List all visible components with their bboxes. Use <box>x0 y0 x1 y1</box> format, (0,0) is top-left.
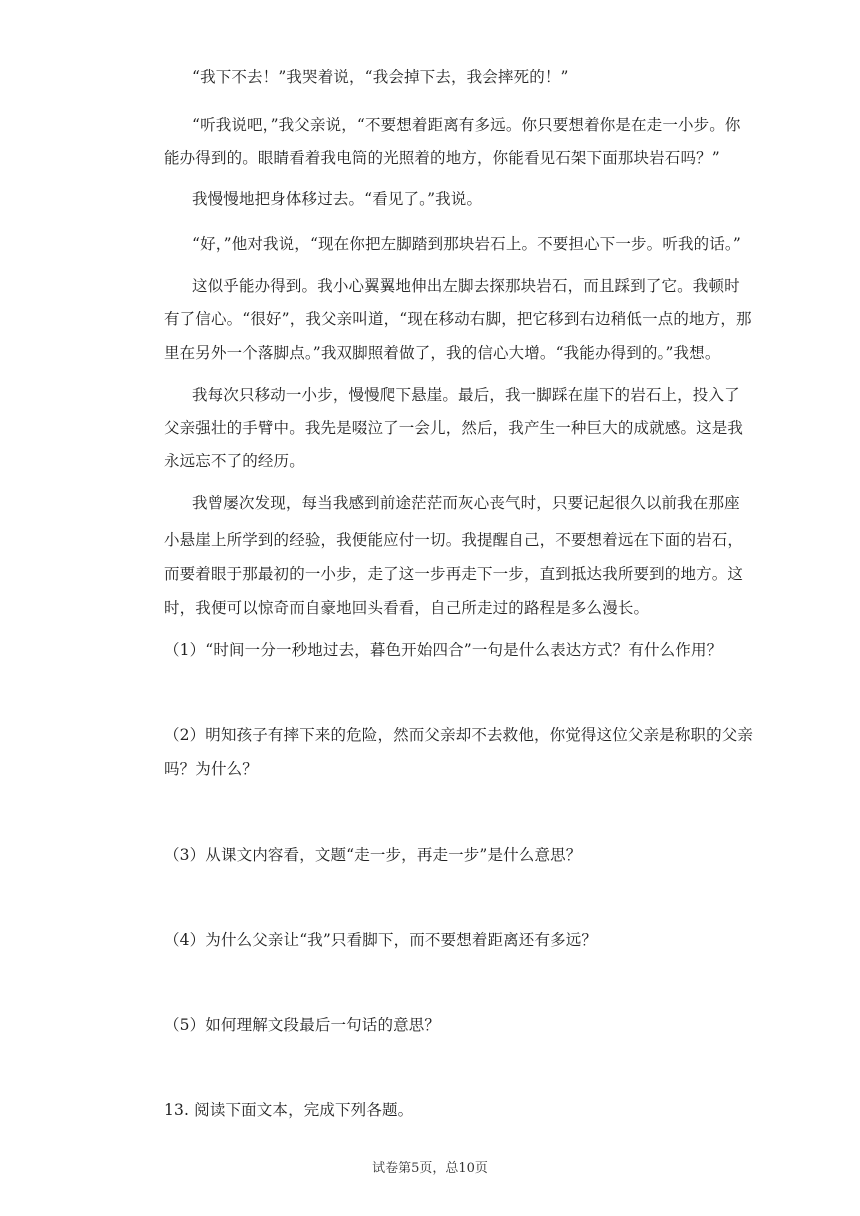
paragraph-1-line-1: “我下不去！”我哭着说，“我会掉下去，我会摔死的！” <box>192 68 569 86</box>
question-1: （1）“时间一分一秒地过去，暮色开始四合”一句是什么表达方式？有什么作用？ <box>164 641 723 659</box>
question-3: （3）从课文内容看，文题“走一步，再走一步”是什么意思？ <box>164 846 582 864</box>
paragraph-6-line-2: 父亲强壮的手臂中。我先是啜泣了一会儿，然后，我产生一种巨大的成就感。这是我 <box>164 419 744 437</box>
paragraph-7-line-2: 小悬崖上所学到的经验，我便能应付一切。我提醒自己，不要想着远在下面的岩石， <box>164 531 744 549</box>
question-2-line-2: 吗？为什么？ <box>164 760 258 778</box>
paragraph-5-line-1: 这似乎能办得到。我小心翼翼地伸出左脚去探那块岩石，而且踩到了它。我顿时 <box>192 277 740 295</box>
question-2-line-1: （2）明知孩子有摔下来的危险，然而父亲却不去救他，你觉得这位父亲是称职的父亲 <box>164 726 754 744</box>
paragraph-4-line-1: “好，”他对我说，“现在你把左脚踏到那块岩石上。不要担心下一步。听我的话。” <box>192 235 741 253</box>
paragraph-7-line-3: 而要着眼于那最初的一小步，走了这一步再走下一步，直到抵达我所要到的地方。这 <box>164 565 744 583</box>
page-footer: 试卷第5页，总10页 <box>372 1161 488 1176</box>
paragraph-5-line-2: 有了信心。“很好”，我父亲叫道，“现在移动右脚，把它移到右边稍低一点的地方，那 <box>164 310 752 328</box>
paragraph-2-line-1: “听我说吧，”我父亲说，“不要想着距离有多远。你只要想着你是在走一小步。你 <box>192 116 741 134</box>
paragraph-7-line-1: 我曾屡次发现，每当我感到前途茫茫而灰心丧气时，只要记起很久以前我在那座 <box>192 494 740 512</box>
paragraph-6-line-1: 我每次只移动一小步，慢慢爬下悬崖。最后，我一脚踩在崖下的岩石上，投入了 <box>192 386 740 404</box>
paragraph-5-line-3: 里在另外一个落脚点。”我双脚照着做了，我的信心大增。“我能办得到的。”我想。 <box>164 344 721 362</box>
paragraph-2-line-2: 能办得到的。眼睛看着我电筒的光照着的地方，你能看见石架下面那块岩石吗？” <box>164 149 720 167</box>
paragraph-3-line-1: 我慢慢地把身体移过去。“看见了。”我说。 <box>192 190 483 208</box>
question-5: （5）如何理解文段最后一句话的意思？ <box>164 1016 441 1034</box>
paragraph-6-line-3: 永远忘不了的经历。 <box>164 452 305 470</box>
paragraph-7-line-4: 时，我便可以惊奇而自豪地回头看看，自己所走过的路程是多么漫长。 <box>164 599 650 617</box>
question-4: （4）为什么父亲让“我”只看脚下，而不要想着距离还有多远？ <box>164 931 598 949</box>
next-item-heading: 13. 阅读下面文本，完成下列各题。 <box>164 1101 414 1119</box>
